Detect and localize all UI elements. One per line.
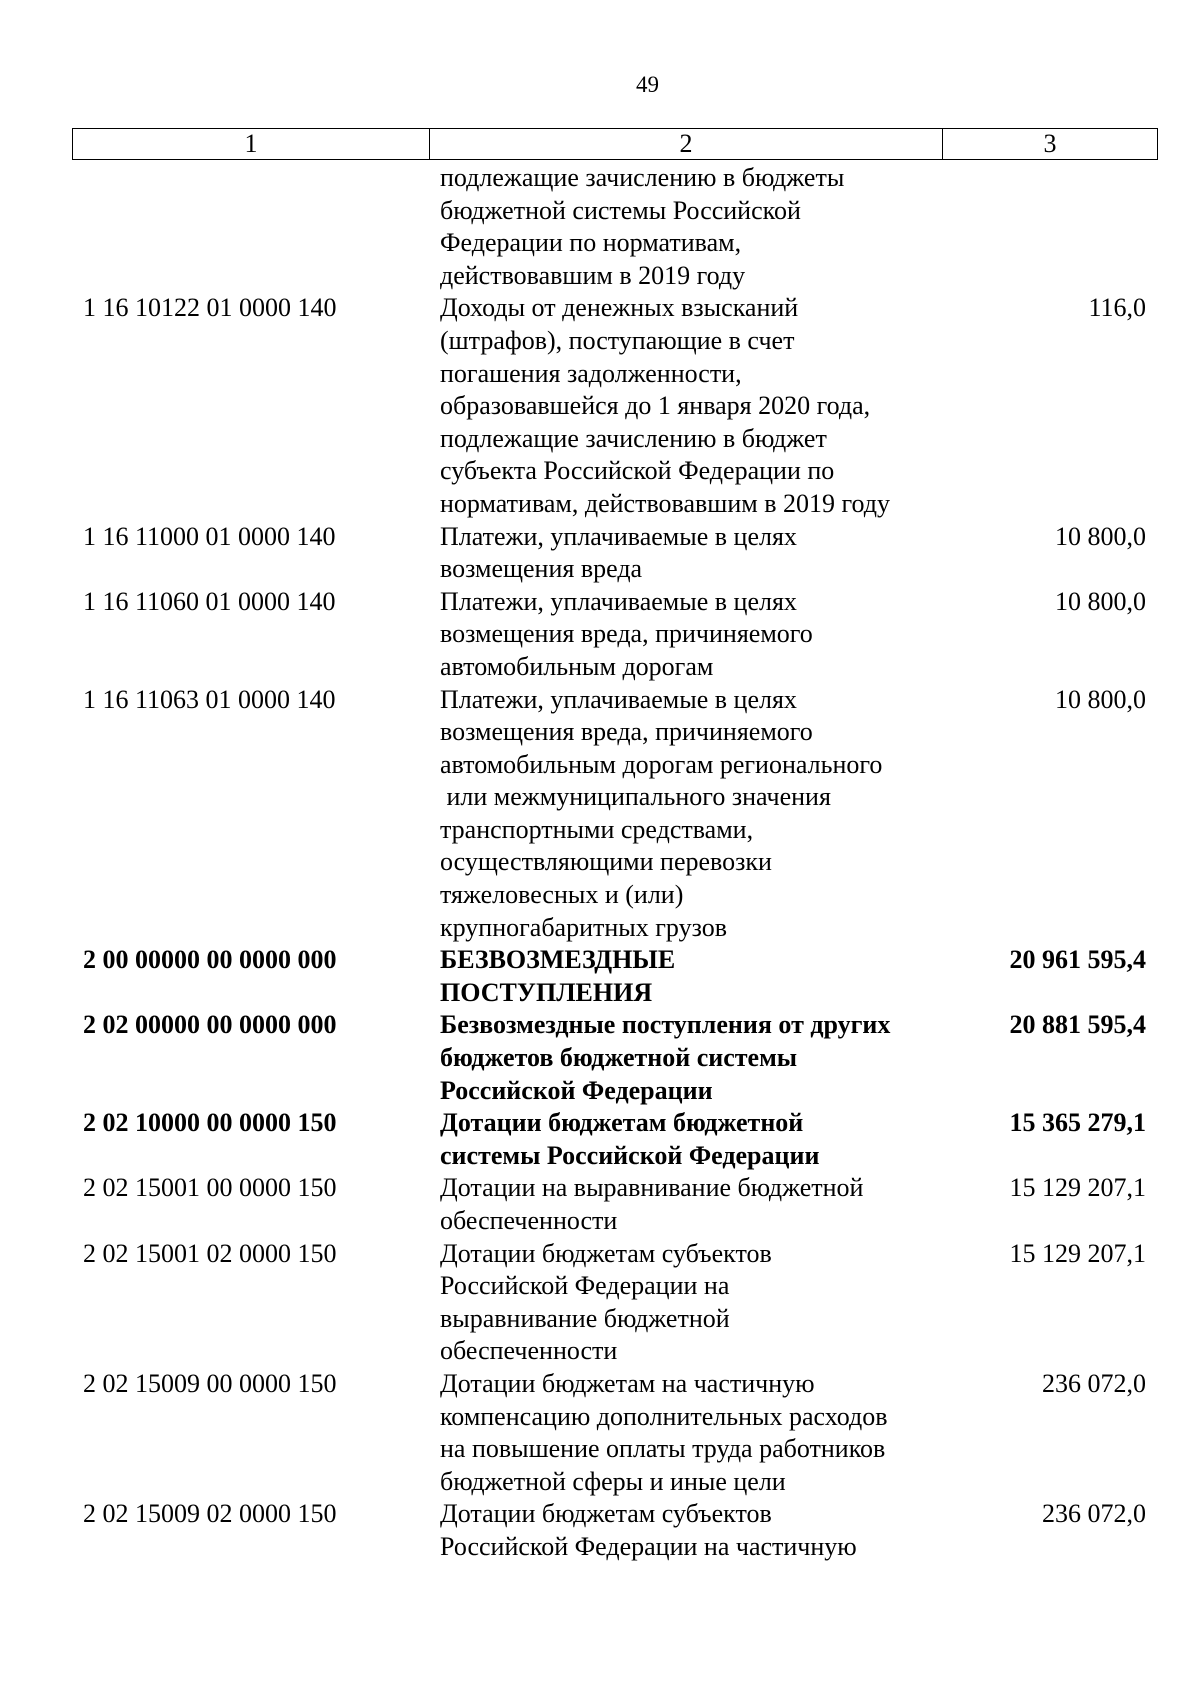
column-header-3: 3 <box>943 129 1158 160</box>
table-row <box>0 162 1200 292</box>
description-line: Российской Федерации <box>440 1075 713 1105</box>
description-line: Дотации бюджетам на частичную <box>440 1368 815 1398</box>
description-line: осуществляющими перевозки <box>440 847 772 877</box>
amount: 116,0 <box>1088 293 1146 323</box>
description-line: (штрафов), поступающие в счет <box>440 325 795 355</box>
income-description <box>440 944 940 1009</box>
description-line: образовавшейся до 1 января 2020 года, <box>440 391 871 421</box>
income-description <box>440 1009 940 1107</box>
income-description <box>440 162 940 292</box>
income-description <box>440 521 940 586</box>
income-description <box>440 1498 940 1563</box>
description-line: Доходы от денежных взысканий <box>440 293 799 323</box>
description-line: возмещения вреда, причиняемого <box>440 717 813 747</box>
budget-code: 2 02 15001 00 0000 150 <box>83 1173 337 1203</box>
budget-table-body <box>0 162 1200 1564</box>
description-line: бюджетной сферы и иные цели <box>440 1466 786 1496</box>
budget-code: 1 16 11060 01 0000 140 <box>83 586 336 616</box>
amount: 20 881 595,4 <box>1009 1010 1146 1040</box>
income-description <box>440 1107 940 1172</box>
description-line: Дотации на выравнивание бюджетной <box>440 1173 864 1203</box>
amount: 236 072,0 <box>1042 1499 1146 1529</box>
income-description <box>440 1238 940 1368</box>
column-header-1: 1 <box>73 129 430 160</box>
amount: 10 800,0 <box>1055 586 1146 616</box>
table-row <box>0 1172 1200 1237</box>
description-line: крупногабаритных грузов <box>440 912 727 942</box>
amount: 236 072,0 <box>1042 1368 1146 1398</box>
income-description <box>440 684 940 945</box>
description-line: компенсацию дополнительных расходов <box>440 1401 888 1431</box>
description-line: возмещения вреда, причиняемого <box>440 619 813 649</box>
description-line: Дотации бюджетам бюджетной <box>440 1108 804 1138</box>
description-line: Российской Федерации на <box>440 1271 730 1301</box>
income-description <box>440 1172 940 1237</box>
income-description <box>440 586 940 684</box>
table-row <box>0 586 1200 684</box>
description-line: погашения задолженности, <box>440 358 742 388</box>
amount: 15 129 207,1 <box>1009 1173 1146 1203</box>
budget-code: 2 02 15009 02 0000 150 <box>83 1499 337 1529</box>
description-line: Платежи, уплачиваемые в целях <box>440 521 797 551</box>
table-row <box>0 292 1200 520</box>
amount: 15 365 279,1 <box>1009 1108 1146 1138</box>
description-line: транспортными средствами, <box>440 814 754 844</box>
budget-code: 2 00 00000 00 0000 000 <box>83 945 337 975</box>
budget-code: 2 02 15009 00 0000 150 <box>83 1368 337 1398</box>
description-line: нормативам, действовавшим в 2019 году <box>440 488 890 518</box>
description-line: подлежащие зачислению в бюджеты <box>440 163 845 192</box>
description-line: Платежи, уплачиваемые в целях <box>440 684 797 714</box>
table-row <box>0 521 1200 586</box>
column-header-2: 2 <box>430 129 943 160</box>
page-number: 49 <box>636 72 659 97</box>
amount: 10 800,0 <box>1055 521 1146 551</box>
budget-code: 1 16 10122 01 0000 140 <box>83 293 337 323</box>
income-description <box>440 1368 940 1498</box>
column-header-table <box>72 128 1158 160</box>
description-line: Дотации бюджетам субъектов <box>440 1238 772 1268</box>
table-row <box>0 684 1200 945</box>
budget-code: 2 02 00000 00 0000 000 <box>83 1010 337 1040</box>
description-line: БЕЗВОЗМЕЗДНЫЕ <box>440 945 676 975</box>
description-line: системы Российской Федерации <box>440 1140 820 1170</box>
description-line: Платежи, уплачиваемые в целях <box>440 586 797 616</box>
description-line: обеспеченности <box>440 1336 618 1366</box>
income-description <box>440 292 940 520</box>
description-line: бюджетной системы Российской <box>440 195 801 225</box>
description-line: действовавшим в 2019 году <box>440 260 746 290</box>
description-line: или межмуниципального значения <box>440 782 831 812</box>
description-line: субъекта Российской Федерации по <box>440 456 835 486</box>
column-header-row <box>73 129 1158 160</box>
description-line: автомобильным дорогам <box>440 651 714 681</box>
amount: 20 961 595,4 <box>1009 945 1146 975</box>
description-line: на повышение оплаты труда работников <box>440 1434 886 1464</box>
description-line: обеспеченности <box>440 1206 618 1235</box>
description-line: автомобильным дорогам регионального <box>440 749 883 779</box>
table-row <box>0 1368 1200 1498</box>
table-row <box>0 1009 1200 1107</box>
description-line: Дотации бюджетам субъектов <box>440 1499 772 1529</box>
table-row <box>0 944 1200 1009</box>
description-line: Российской Федерации на частичную <box>440 1531 857 1561</box>
amount: 15 129 207,1 <box>1009 1238 1146 1268</box>
table-row <box>0 1238 1200 1368</box>
table-row <box>0 1498 1200 1563</box>
description-line: выравнивание бюджетной <box>440 1303 730 1333</box>
budget-code: 2 02 15001 02 0000 150 <box>83 1238 337 1268</box>
description-line: ПОСТУПЛЕНИЯ <box>440 977 653 1007</box>
budget-code: 1 16 11063 01 0000 140 <box>83 684 336 714</box>
description-line: тяжеловесных и (или) <box>440 880 684 910</box>
description-line: Федерации по нормативам, <box>440 228 742 258</box>
table-row <box>0 1107 1200 1172</box>
budget-code: 2 02 10000 00 0000 150 <box>83 1108 337 1138</box>
description-line: бюджетов бюджетной системы <box>440 1043 798 1073</box>
description-line: возмещения вреда <box>440 554 643 584</box>
description-line: Безвозмездные поступления от других <box>440 1010 891 1040</box>
budget-code: 1 16 11000 01 0000 140 <box>83 521 336 551</box>
amount: 10 800,0 <box>1055 684 1146 714</box>
description-line: подлежащие зачислению в бюджет <box>440 423 827 453</box>
